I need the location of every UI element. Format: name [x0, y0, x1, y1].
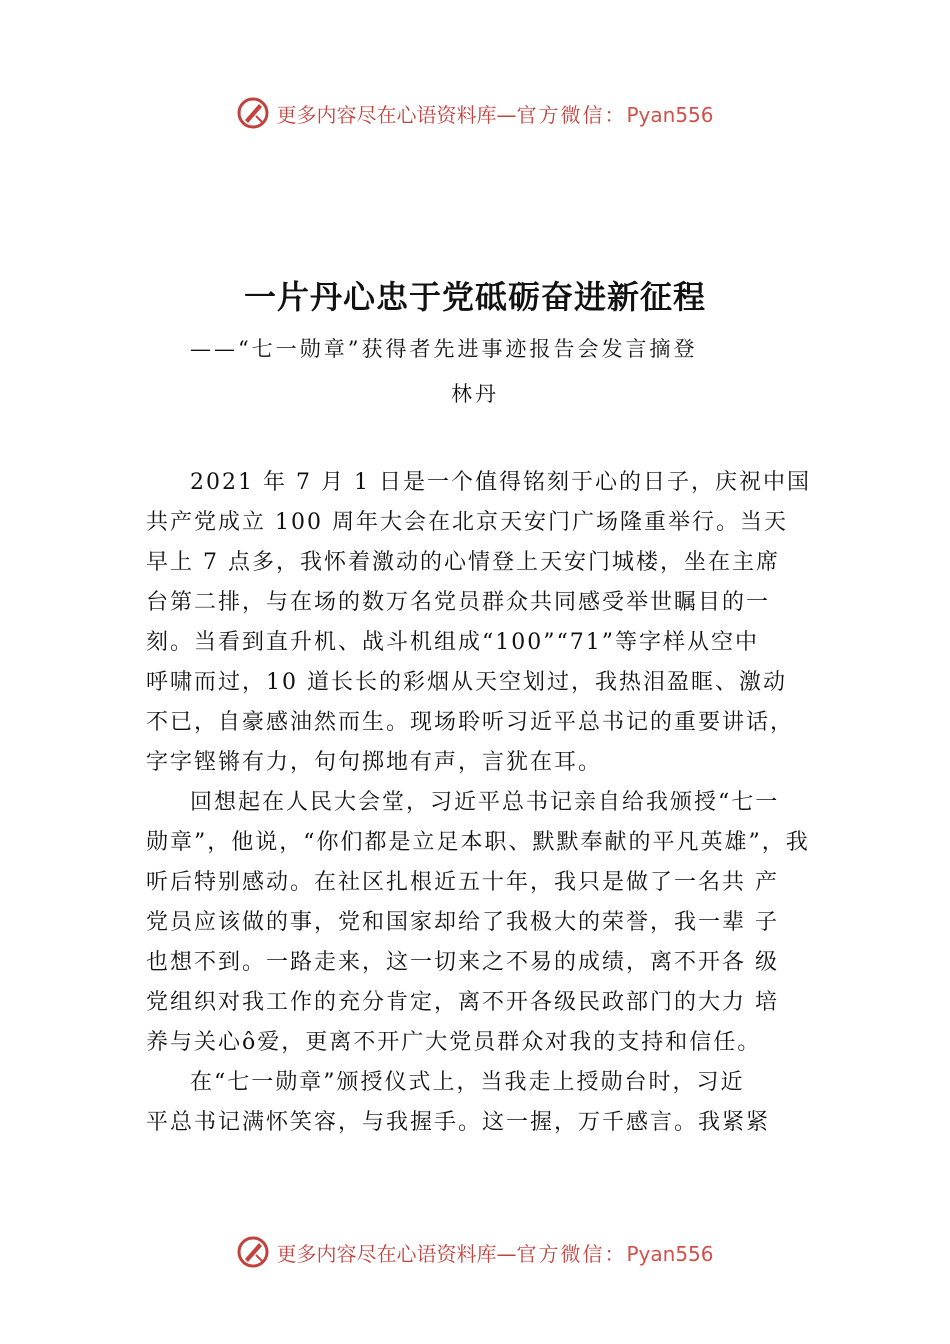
body-line: 2021 年 7 月 1 日是一个值得铭刻于心的日子，庆祝中国 — [190, 470, 811, 495]
banner-id: Pyan556 — [626, 1241, 714, 1266]
banner-main: 更多内容尽在心语资料库 — [276, 102, 497, 127]
body-line: 党员应该做的事，党和国家却给了我极大的荣誉，我一辈 子 — [146, 910, 779, 935]
banner-main: 更多内容尽在心语资料库 — [276, 1241, 497, 1266]
banner-text — [276, 99, 713, 128]
banner-wechat: 官方微信： — [516, 1241, 627, 1266]
body-line: 回想起在人民大会堂，习近平总书记亲自给我颁授“七一 — [190, 790, 780, 815]
body-line: 在“七一勋章”颁授仪式上，当我走上授勋台时，习近 — [190, 1070, 745, 1095]
header-banner — [0, 93, 950, 133]
body-line: 平总书记满怀笑容，与我握手。这一握，万千感言。我紧紧 — [146, 1110, 771, 1135]
banner-dash: — — [496, 1241, 517, 1266]
body-line: 养与关心ô爱，更离不开广大党员群众对我的支持和信任。 — [146, 1030, 762, 1055]
body-line: 刻。当看到直升机、战斗机组成“100”“71”等字样从空中 — [146, 630, 759, 655]
body-line: 台第二排，与在场的数万名党员群众共同感受举世瞩目的一 — [146, 590, 771, 615]
banner-wechat: 官方微信： — [516, 102, 627, 127]
body-line: 呼啸而过，10 道长长的彩烟从天空划过，我热泪盈眶、激动 — [146, 670, 787, 695]
body-line: 不已，自豪感油然而生。现场聆听习近平总书记的重要讲话， — [146, 710, 795, 735]
body-line: 共产党成立 100 周年大会在北京天安门广场隆重举行。当天 — [146, 510, 788, 535]
footer-banner — [0, 1232, 950, 1272]
body-line: 听后特别感动。在社区扎根近五十年，我只是做了一名共 产 — [146, 870, 779, 895]
body-line: 勋章”，他说，“你们都是立足本职、默默奉献的平凡英雄”，我 — [146, 830, 810, 855]
document-author: 林丹 — [451, 382, 499, 406]
body-line: 早上 7 点多，我怀着激动的心情登上天安门城楼，坐在主席 — [146, 550, 780, 575]
document-title: 一片丹心忠于党砥砺奋进新征程 — [243, 278, 706, 316]
banner-text — [276, 1238, 713, 1267]
body-line: 党组织对我工作的充分肯定，离不开各级民政部门的大力 培 — [146, 990, 779, 1015]
banner-dash: — — [496, 102, 517, 127]
article-body — [146, 463, 816, 1143]
body-line: 字字铿锵有力，句句掷地有声，言犹在耳。 — [146, 750, 603, 775]
logo-icon — [236, 96, 270, 130]
logo-icon — [236, 1235, 270, 1269]
document-subtitle: ——“七一勋章”获得者先进事迹报告会发言摘登 — [190, 337, 698, 361]
banner-id: Pyan556 — [626, 102, 714, 127]
body-line: 也想不到。一路走来，这一切来之不易的成绩，离不开各 级 — [146, 950, 779, 975]
